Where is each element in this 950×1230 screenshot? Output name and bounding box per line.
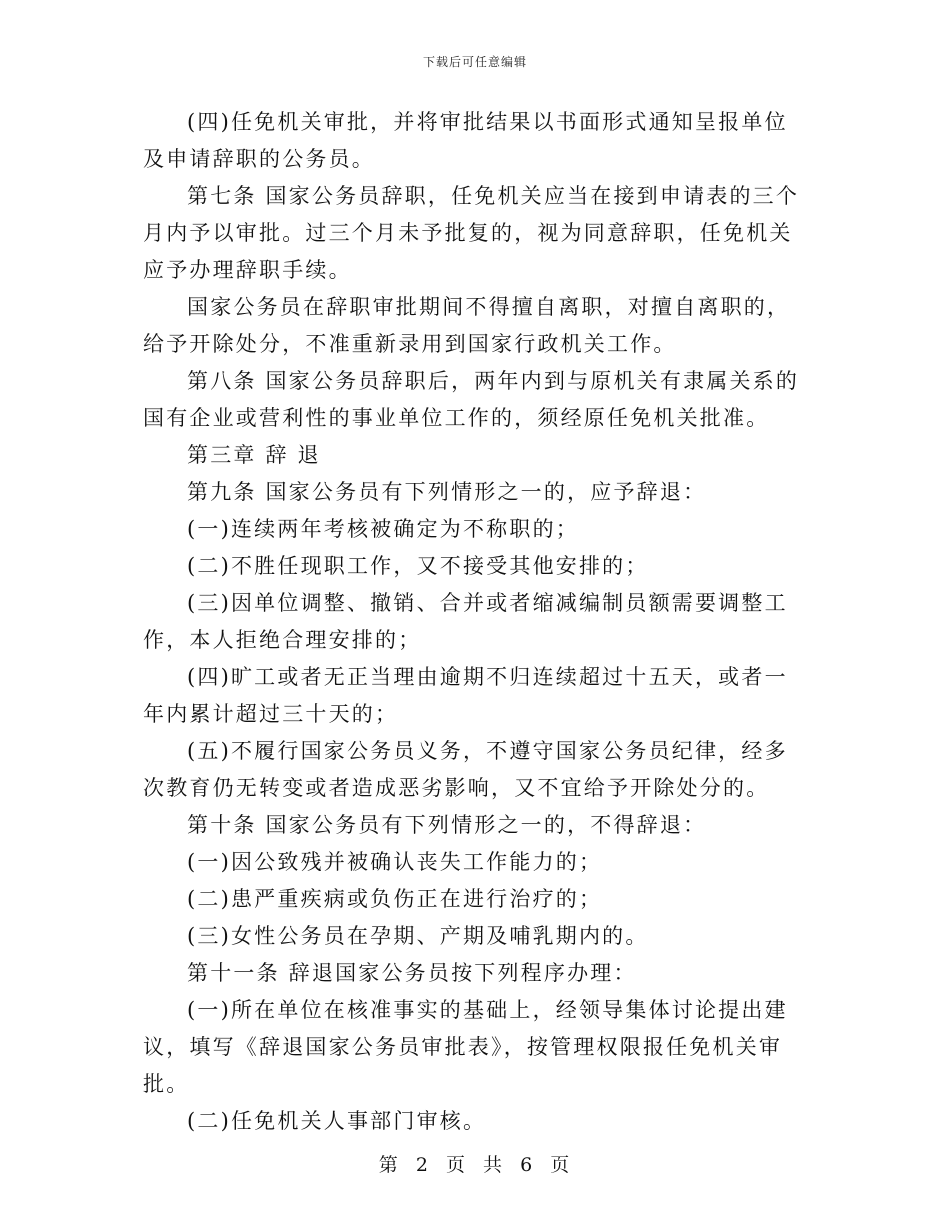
list-item: (五)不履行国家公务员义务，不遵守国家公务员纪律，经多次教育仍无转变或者造成恶劣影响，又不宜给予开除处分的。 [143, 739, 788, 800]
list-item: (一)连续两年考核被确定为不称职的； [187, 517, 579, 541]
paragraph-article-9: 第九条 国家公务员有下列情形之一的，应予辞退： [187, 480, 707, 504]
paragraph-approval-notice: (四)任免机关审批，并将审批结果以书面形式通知呈报单位及申请辞职的公务员。 [143, 110, 788, 171]
footer-page-word: 页 [445, 1154, 467, 1176]
list-item: (四)旷工或者无正当理由逾期不归连续超过十五天，或者一年内累计超过三十天的； [143, 665, 788, 726]
list-item: (三)因单位调整、撤销、合并或者缩减编制员额需要调整工作，本人拒绝合理安排的； [143, 591, 788, 652]
page-number-footer [0, 1150, 950, 1177]
footer-prefix: 第 [378, 1154, 400, 1176]
header-note: 下载后可任意编辑 [422, 55, 527, 69]
paragraph-article-10: 第十条 国家公务员有下列情形之一的，不得辞退： [187, 813, 707, 837]
current-page-number: 2 [415, 1154, 430, 1176]
paragraph-article-8: 第八条 国家公务员辞职后，两年内到与原机关有隶属关系的国有企业或营利性的事业单位工作的，须经原任免机关批准。 [143, 369, 800, 430]
paragraph-article-11: 第十一条 辞退国家公务员按下列程序办理： [187, 961, 637, 985]
paragraph-article-7: 第七条 国家公务员辞职，任免机关应当在接到申请表的三个月内予以审批。过三个月未予批复的，视为同意辞职，任免机关应予办理辞职手续。 [143, 184, 800, 282]
chapter-3-heading: 第三章 辞 退 [187, 443, 321, 467]
list-item: (二)任免机关人事部门审核。 [187, 1109, 487, 1133]
list-item: (一)所在单位在核准事实的基础上，经领导集体讨论提出建议，填写《辞退国家公务员审批表》，按管理权限报任免机关审批。 [143, 998, 788, 1096]
document-body [143, 104, 810, 1140]
total-pages-number: 6 [520, 1154, 535, 1176]
footer-total-word: 共 [483, 1154, 505, 1176]
list-item: (一)因公致残并被确认丧失工作能力的； [187, 850, 603, 874]
list-item: (三)女性公务员在孕期、产期及哺乳期内的。 [187, 924, 649, 948]
paragraph-no-unauthorized-leave: 国家公务员在辞职审批期间不得擅自离职，对擅自离职的，给予开除处分，不准重新录用到国家行政机关工作。 [143, 295, 791, 356]
list-item: (二)患严重疾病或负伤正在进行治疗的； [187, 887, 603, 911]
list-item: (二)不胜任现职工作，又不接受其他安排的； [187, 554, 649, 578]
footer-suffix: 页 [550, 1154, 572, 1176]
